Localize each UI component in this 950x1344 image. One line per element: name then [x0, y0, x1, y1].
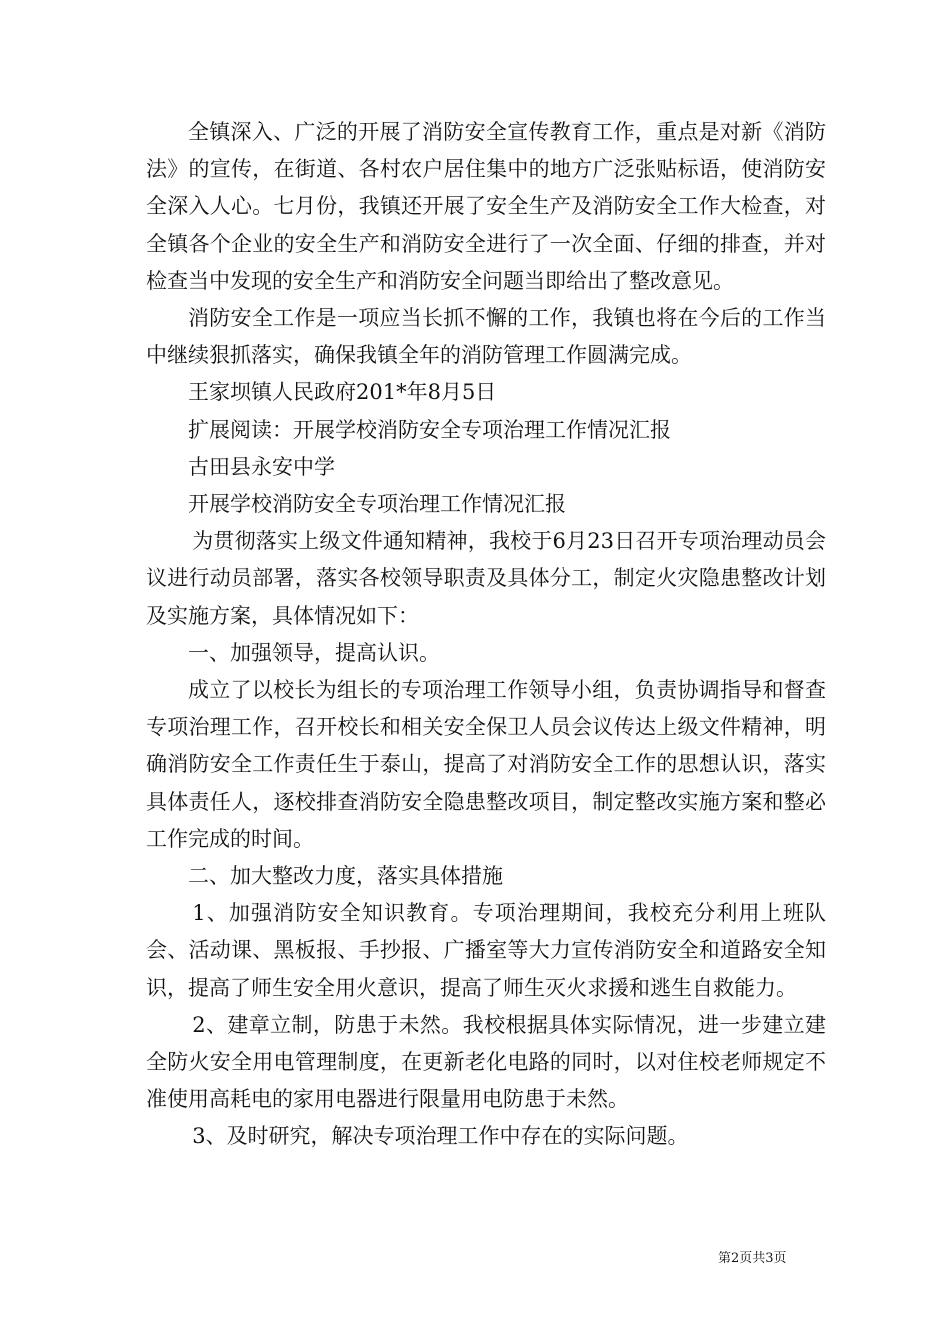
paragraph-leadership: 成立了以校长为组长的专项治理工作领导小组，负责协调指导和督查专项治理工作，召开校长和相关安全保卫人员会议传达上级文件精神，明确消防安全工作责任生于泰山，提高了对消防安全工作的思想认识，落实具体责任人，逐校排查消防安全隐患整改项目，制定整改实施方案和整必工作完成的时间。: [146, 678, 826, 851]
signature-date: 王家坝镇人民政府201*年8月5日: [188, 380, 497, 405]
section-heading-2: 二、加大整改力度，落实具体措施: [188, 864, 503, 889]
paragraph-measure-3: 3、及时研究，解决专项治理工作中存在的实际问题。: [192, 1124, 689, 1149]
paragraph-measure-2: 2、建章立制，防患于未然。我校根据具体实际情况，进一步建立建全防火安全用电管理制度，在更新老化电路的同时，以对住校老师规定不准使用高耗电的家用电器进行限量用电防患于未然。: [146, 1012, 826, 1112]
report-title: 开展学校消防安全专项治理工作情况汇报: [188, 492, 566, 517]
page-number-footer: 第2页共3页: [718, 1251, 787, 1266]
document-body: [146, 114, 826, 1156]
paragraph-intro: 为贯彻落实上级文件通知精神，我校于6月23日召开专项治理动员会议进行动员部署，落实各校领导职责及具体分工，制定火灾隐患整改计划及实施方案，具体情况如下：: [146, 529, 826, 628]
school-name: 古田县永安中学: [188, 454, 335, 479]
section-heading-1: 一、加强领导，提高认识。: [188, 640, 440, 665]
extended-reading-heading: 扩展阅读：开展学校消防安全专项治理工作情况汇报: [188, 417, 671, 442]
paragraph-conclusion: 消防安全工作是一项应当长抓不懈的工作，我镇也将在今后的工作当中继续狠抓落实，确保我镇全年的消防管理工作圆满完成。: [146, 306, 826, 368]
paragraph-publicity: 全镇深入、广泛的开展了消防安全宣传教育工作，重点是对新《消防法》的宣传，在街道、各村农户居住集中的地方广泛张贴标语，使消防安全深入人心。七月份，我镇还开展了安全生产及消防安全工作大检查，对全镇各个企业的安全生产和消防安全进行了一次全面、仔细的排查，并对检查当中发现的安全生产和消防安全问题当即给出了整改意见。: [146, 120, 826, 293]
paragraph-measure-1: 1、加强消防安全知识教育。专项治理期间，我校充分利用上班队会、活动课、黑板报、手抄报、广播室等大力宣传消防安全和道路安全知识，提高了师生安全用火意识，提高了师生灭火求援和逃生自救能力。: [146, 901, 826, 1000]
